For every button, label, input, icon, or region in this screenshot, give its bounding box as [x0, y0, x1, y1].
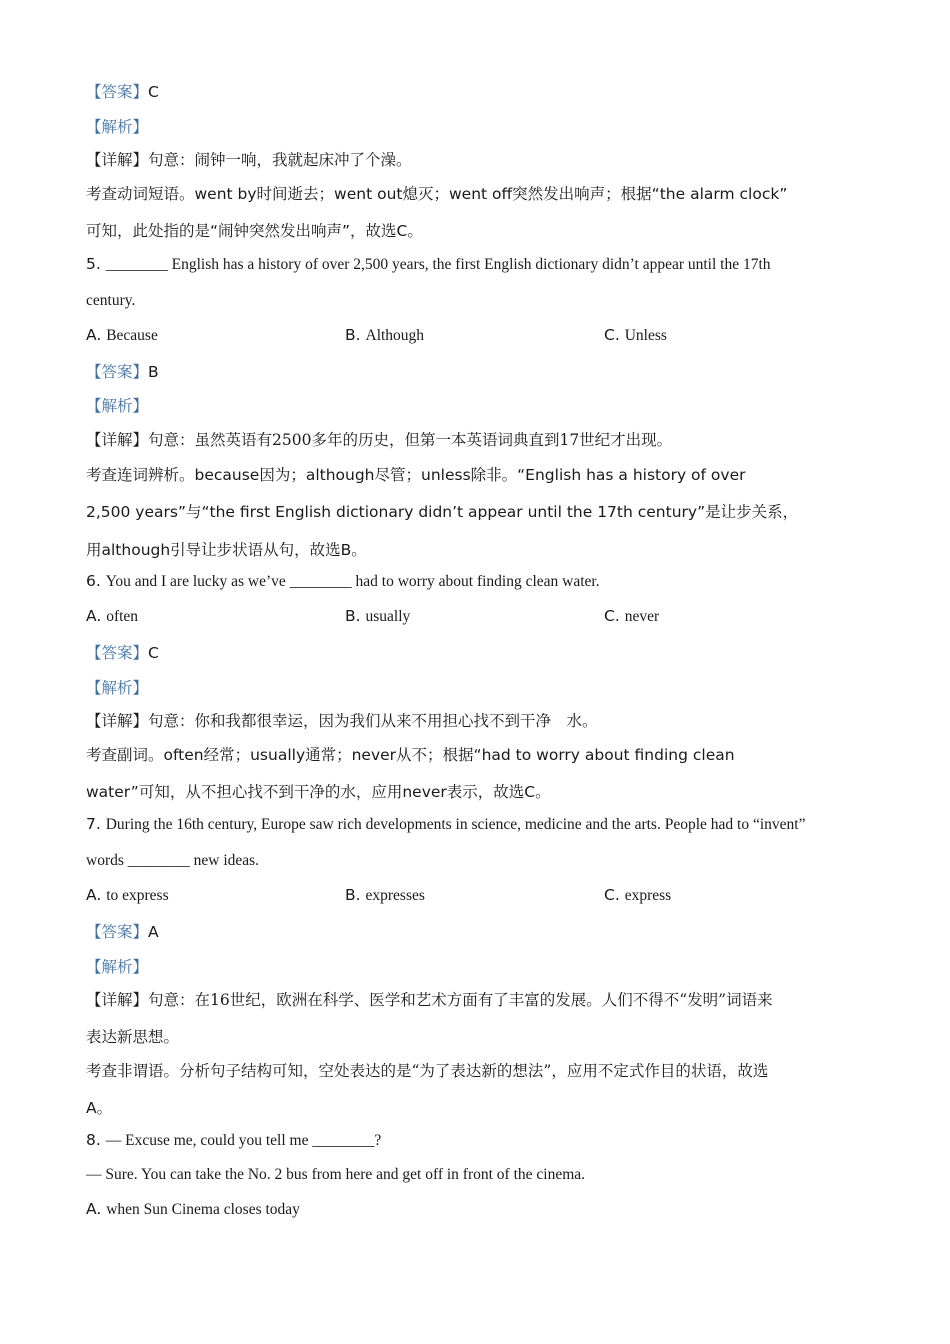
q6-explanation-2: water”可知，从不担心找不到干净的水，应用never表示，故选C。	[86, 783, 551, 801]
q5-option-c: C. Unless	[604, 326, 667, 344]
q8-number: 8.	[86, 1131, 101, 1149]
q6-explanation-1: 考查副词。often经常；usually通常；never从不；根据“had to worry about finding clean	[86, 746, 735, 764]
answer-label: 【答案】	[86, 83, 149, 101]
q4-explanation-1: 考查动词短语。went by时间逝去；went out熄灭；went off突然发出响声；根据“the alarm clock”	[86, 185, 788, 203]
q6-stem-1: You and I are lucky as we’ve ________ had to worry about finding clean water.	[105, 573, 600, 590]
q4-detail-line	[86, 148, 412, 170]
q7-answer: A	[148, 923, 159, 941]
q4-explanation-2: 可知，此处指的是“闹钟突然发出响声”，故选C。	[86, 222, 423, 240]
detail-label: 【详解】	[86, 991, 149, 1009]
q8-stem-line-1	[86, 1131, 381, 1150]
q7-detail-line-2: 表达新思想。	[86, 1028, 180, 1046]
q5-answer: B	[148, 363, 159, 381]
q4-answer: C	[148, 83, 159, 101]
q7-detail-1: 句意：在16世纪，欧洲在科学、医学和艺术方面有了丰富的发展。人们不得不“发明”词语来	[148, 991, 773, 1009]
q8-option-a: A. when Sun Cinema closes today	[86, 1200, 300, 1218]
answer-label: 【答案】	[86, 923, 149, 941]
q6-option-c: C. never	[604, 607, 660, 625]
q5-options	[86, 326, 804, 345]
analysis-label: 【解析】	[86, 118, 149, 136]
q4-analysis-line	[86, 115, 148, 137]
q6-options	[86, 607, 804, 626]
detail-label: 【详解】	[86, 151, 149, 169]
q6-detail: 句意：你和我都很幸运，因为我们从来不用担心找不到干净 水。	[148, 712, 598, 730]
q5-detail-line	[86, 428, 672, 450]
q7-detail-line	[86, 988, 773, 1010]
q7-explanation-1: 考查非谓语。分析句子结构可知，空处表达的是“为了表达新的想法”，应用不定式作目的状语，故选	[86, 1062, 769, 1080]
q5-stem-1: ________ English has a history of over 2,500 years, the first English dictionary didn’t appear until the 17th	[105, 256, 771, 273]
q7-analysis-line	[86, 955, 148, 977]
q5-option-a: A. Because	[86, 326, 158, 344]
q7-stem-line-1	[86, 815, 805, 834]
q8-options	[86, 1200, 300, 1219]
detail-label: 【详解】	[86, 431, 149, 449]
q8-stem-1: — Excuse me, could you tell me ________?	[105, 1132, 382, 1149]
q6-number: 6.	[86, 572, 101, 590]
q5-explanation-2: 2,500 years”与“the first English dictionary didn’t appear until the 17th century”是让步关系，	[86, 503, 799, 521]
analysis-label: 【解析】	[86, 679, 149, 697]
q5-explanation-3: 用although引导让步状语从句，故选B。	[86, 541, 367, 559]
analysis-label: 【解析】	[86, 397, 149, 415]
q4-detail: 句意：闹钟一响，我就起床冲了个澡。	[148, 151, 412, 169]
q6-option-b: B. usually	[345, 607, 411, 625]
q7-option-a: A. to express	[86, 886, 169, 904]
q5-answer-line	[86, 360, 159, 382]
q6-answer: C	[148, 644, 159, 662]
q7-stem-1: During the 16th century, Europe saw rich developments in science, medicine and the arts. People had to “invent”	[105, 816, 806, 833]
q5-explanation-1: 考查连词辨析。because因为；although尽管；unless除非。“English has a history of over	[86, 466, 746, 484]
q6-analysis-line	[86, 676, 148, 698]
q5-analysis-line	[86, 394, 148, 416]
detail-label: 【详解】	[86, 712, 149, 730]
answer-label: 【答案】	[86, 363, 149, 381]
q6-detail-line	[86, 709, 598, 731]
q7-stem-line-2: words ________ new ideas.	[86, 852, 260, 869]
q7-explanation-2: A。	[86, 1099, 113, 1117]
q6-stem-line-1	[86, 572, 600, 591]
q5-number: 5.	[86, 255, 101, 273]
q7-number: 7.	[86, 815, 101, 833]
q7-answer-line	[86, 920, 159, 942]
q6-option-a: A. often	[86, 607, 139, 625]
q5-option-b: B. Although	[345, 326, 425, 344]
q7-options	[86, 886, 804, 905]
q5-stem-line-2: century.	[86, 292, 136, 309]
q5-stem-line-1	[86, 255, 771, 274]
q7-option-c: C. express	[604, 886, 672, 904]
q7-option-b: B. expresses	[345, 886, 425, 904]
q4-answer-line	[86, 80, 159, 102]
q6-answer-line	[86, 641, 159, 663]
answer-label: 【答案】	[86, 644, 149, 662]
q5-detail: 句意：虽然英语有2500多年的历史，但第一本英语词典直到17世纪才出现。	[148, 431, 673, 449]
analysis-label: 【解析】	[86, 958, 149, 976]
q8-stem-line-2: — Sure. You can take the No. 2 bus from here and get off in front of the cinema.	[86, 1166, 586, 1183]
